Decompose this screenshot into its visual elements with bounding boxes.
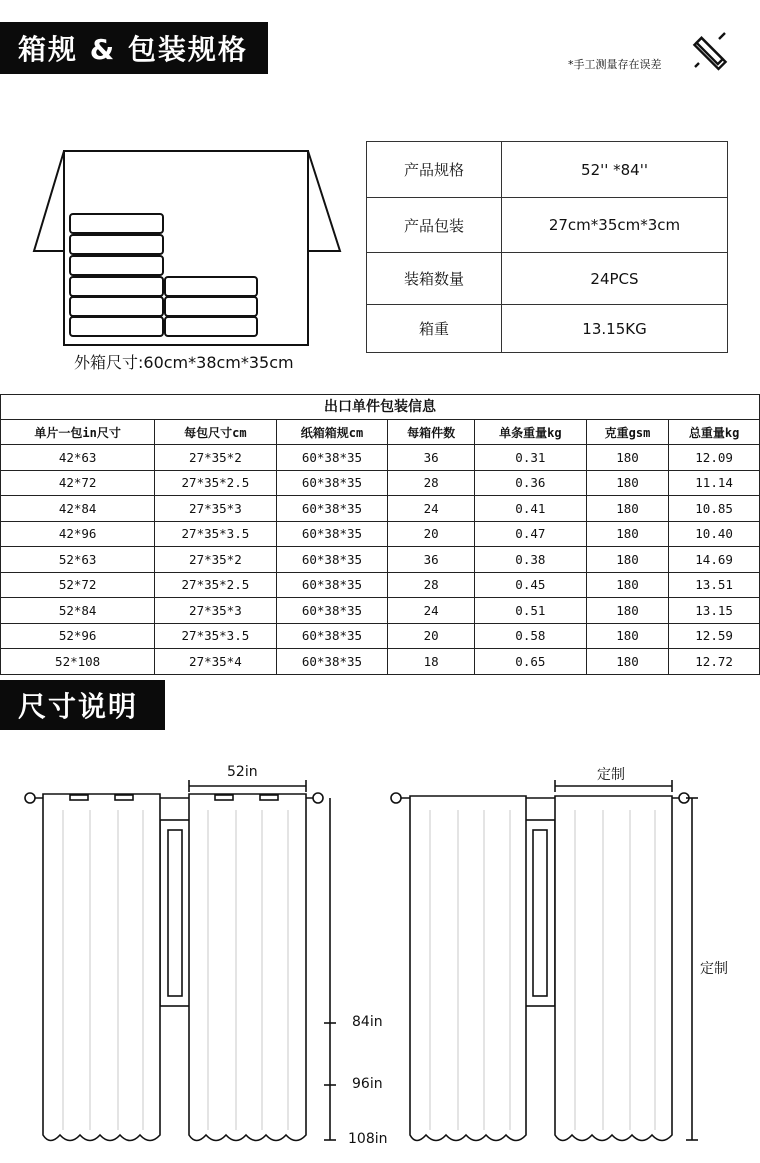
length-label-96: 96in — [352, 1076, 383, 1092]
table-cell: 11.14 — [669, 470, 760, 496]
table-cell: 60*38*35 — [276, 623, 388, 649]
carton-box-diagram — [30, 146, 342, 346]
table-cell: 42*63 — [1, 445, 155, 471]
table-cell: 12.72 — [669, 649, 760, 675]
column-header: 单条重量kg — [474, 420, 586, 445]
column-header: 每包尺寸cm — [155, 420, 276, 445]
table-cell: 42*72 — [1, 470, 155, 496]
measurement-note: *手工测量存在误差 — [568, 58, 662, 71]
spec-row — [367, 142, 728, 198]
table-cell: 180 — [586, 547, 668, 573]
spec-label: 产品规格 — [367, 142, 502, 198]
table-cell: 42*84 — [1, 496, 155, 522]
table-cell: 52*72 — [1, 572, 155, 598]
table-cell: 42*96 — [1, 521, 155, 547]
table-cell: 60*38*35 — [276, 547, 388, 573]
table-cell: 180 — [586, 445, 668, 471]
spec-row — [367, 305, 728, 353]
table-cell: 52*84 — [1, 598, 155, 624]
table-cell: 24 — [388, 598, 474, 624]
table-cell: 52*96 — [1, 623, 155, 649]
spec-label: 装箱数量 — [367, 253, 502, 305]
table-row — [1, 470, 760, 496]
table-cell: 180 — [586, 572, 668, 598]
table-cell: 60*38*35 — [276, 496, 388, 522]
table-cell: 0.47 — [474, 521, 586, 547]
table-cell: 27*35*3 — [155, 598, 276, 624]
table-row — [1, 572, 760, 598]
table-cell: 60*38*35 — [276, 649, 388, 675]
length-label-108: 108in — [348, 1131, 388, 1147]
table-row — [1, 623, 760, 649]
export-table-title: 出口单件包装信息 — [0, 394, 760, 419]
table-cell: 20 — [388, 623, 474, 649]
table-cell: 180 — [586, 470, 668, 496]
table-cell: 18 — [388, 649, 474, 675]
table-row — [1, 445, 760, 471]
table-cell: 13.51 — [669, 572, 760, 598]
table-cell: 12.59 — [669, 623, 760, 649]
curtain-diagram — [0, 750, 760, 1163]
column-header: 每箱件数 — [388, 420, 474, 445]
table-cell: 60*38*35 — [276, 572, 388, 598]
table-cell: 36 — [388, 445, 474, 471]
table-cell: 180 — [586, 623, 668, 649]
table-cell: 13.15 — [669, 598, 760, 624]
table-cell: 27*35*3.5 — [155, 521, 276, 547]
table-cell: 24 — [388, 496, 474, 522]
width-label: 52in — [227, 764, 258, 780]
table-cell: 28 — [388, 572, 474, 598]
table-cell: 28 — [388, 470, 474, 496]
spec-value: 24PCS — [502, 253, 728, 305]
table-cell: 27*35*2 — [155, 547, 276, 573]
table-cell: 180 — [586, 496, 668, 522]
table-cell: 0.31 — [474, 445, 586, 471]
pencil-ruler-icon — [688, 30, 732, 74]
spec-row — [367, 253, 728, 305]
table-cell: 0.45 — [474, 572, 586, 598]
spec-label: 产品包装 — [367, 198, 502, 253]
table-cell: 27*35*2 — [155, 445, 276, 471]
table-row — [1, 598, 760, 624]
column-header: 克重gsm — [586, 420, 668, 445]
custom-length-label: 定制 — [700, 961, 728, 977]
table-cell: 60*38*35 — [276, 598, 388, 624]
export-packing-table — [0, 394, 760, 675]
table-row — [1, 496, 760, 522]
table-cell: 10.40 — [669, 521, 760, 547]
table-cell: 52*108 — [1, 649, 155, 675]
table-cell: 0.58 — [474, 623, 586, 649]
spec-label: 箱重 — [367, 305, 502, 353]
table-cell: 27*35*4 — [155, 649, 276, 675]
table-row — [1, 521, 760, 547]
spec-row — [367, 198, 728, 253]
section-title-dimensions: 尺寸说明 — [0, 680, 165, 730]
spec-value: 27cm*35cm*3cm — [502, 198, 728, 253]
length-label-84: 84in — [352, 1014, 383, 1030]
table-row — [1, 649, 760, 675]
carton-size-caption: 外箱尺寸:60cm*38cm*35cm — [74, 353, 294, 372]
table-cell: 60*38*35 — [276, 470, 388, 496]
table-cell: 60*38*35 — [276, 445, 388, 471]
table-cell: 180 — [586, 521, 668, 547]
column-header: 单片一包in尺寸 — [1, 420, 155, 445]
table-cell: 14.69 — [669, 547, 760, 573]
table-cell: 36 — [388, 547, 474, 573]
table-row — [1, 547, 760, 573]
table-cell: 27*35*2.5 — [155, 572, 276, 598]
table-header-row — [1, 420, 760, 445]
section-title-packing: 箱规 & 包装规格 — [0, 22, 268, 74]
table-cell: 0.36 — [474, 470, 586, 496]
spec-table — [366, 141, 728, 353]
table-cell: 52*63 — [1, 547, 155, 573]
table-cell: 20 — [388, 521, 474, 547]
table-cell: 180 — [586, 649, 668, 675]
table-cell: 0.65 — [474, 649, 586, 675]
table-cell: 60*38*35 — [276, 521, 388, 547]
spec-value: 13.15KG — [502, 305, 728, 353]
table-cell: 0.38 — [474, 547, 586, 573]
table-cell: 0.51 — [474, 598, 586, 624]
custom-width-label: 定制 — [597, 767, 625, 783]
spec-value: 52'' *84'' — [502, 142, 728, 198]
table-cell: 10.85 — [669, 496, 760, 522]
table-cell: 27*35*3 — [155, 496, 276, 522]
column-header: 总重量kg — [669, 420, 760, 445]
table-cell: 27*35*3.5 — [155, 623, 276, 649]
table-cell: 27*35*2.5 — [155, 470, 276, 496]
table-cell: 12.09 — [669, 445, 760, 471]
table-cell: 0.41 — [474, 496, 586, 522]
table-cell: 180 — [586, 598, 668, 624]
column-header: 纸箱箱规cm — [276, 420, 388, 445]
